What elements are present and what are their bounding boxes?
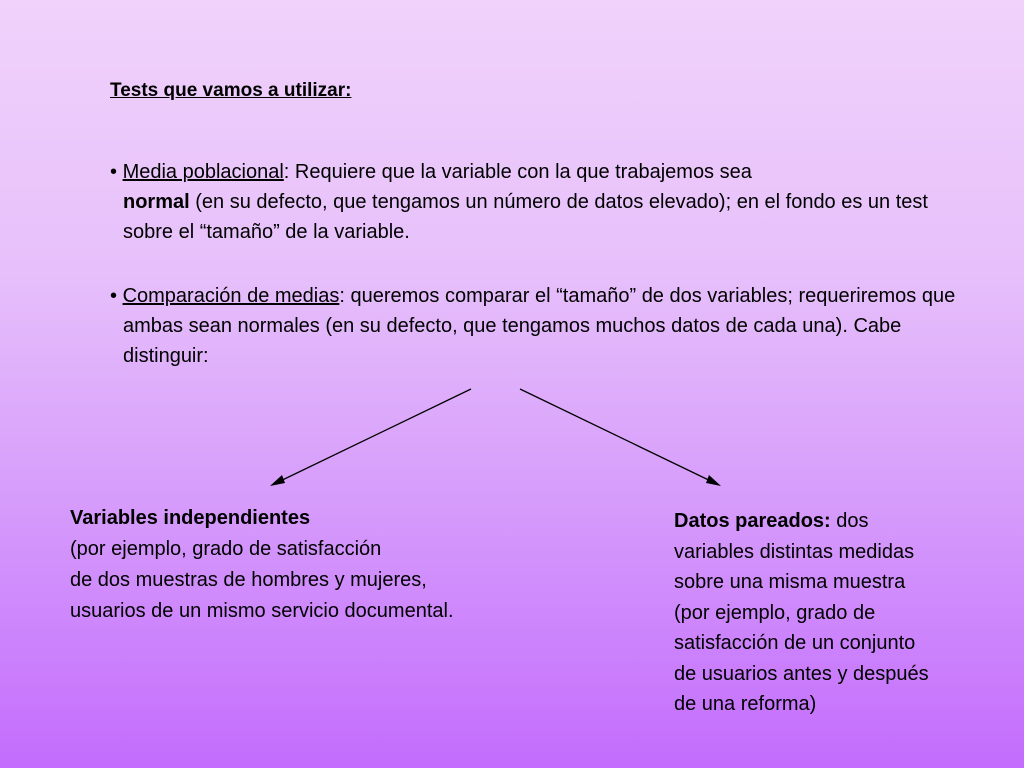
term-comparacion-medias: Comparación de medias bbox=[122, 285, 340, 307]
pareados-line-1: variables distintas medidas bbox=[674, 540, 915, 563]
slide-title: Tests que vamos a utilizar: bbox=[110, 80, 352, 101]
arrow-left bbox=[272, 389, 471, 485]
independientes-line-1: (por ejemplo, grado de satisfacción bbox=[70, 538, 382, 560]
pareados-line-4: satisfacción de un conjunto bbox=[674, 632, 916, 654]
pareados-line-5: de usuarios antes y después bbox=[674, 662, 929, 685]
datos-pareados-block bbox=[674, 506, 1014, 720]
arrow-right bbox=[520, 389, 719, 485]
bullet-1-bold-word: normal bbox=[123, 191, 190, 213]
arrow-right-head bbox=[706, 475, 721, 486]
term-media-poblacional: Media poblacional bbox=[122, 161, 284, 183]
independientes-heading: Variables independientes bbox=[70, 507, 311, 529]
pareados-line-3: (por ejemplo, grado de bbox=[674, 601, 876, 624]
bullet-1-text-b: (en su defecto, que tengamos un número de datos elevado); en el fondo es un test sobre el “tamaño” de la variable. bbox=[123, 191, 928, 243]
bullet-2-text: : queremos comparar el “tamaño” de dos variables; requeriremos que ambas sean normales (en su defecto, que tengamos muchos datos de cada una). Cabe distinguir: bbox=[123, 285, 956, 367]
bullet-1-text-a: : Requiere que la variable con la que trabajemos sea bbox=[283, 161, 752, 183]
variables-independientes-block bbox=[70, 503, 590, 627]
arrow-left-head bbox=[270, 475, 285, 486]
pareados-line-0: dos bbox=[830, 510, 869, 532]
bullet-media-poblacional: • Media poblacional: Requiere que la variable con la que trabajemos sea normal (en su defecto, que tengamos un número de datos elevado); en el fondo es un test sobre el “tamaño” de la variable. bbox=[110, 161, 928, 243]
independientes-line-3: usuarios de un mismo servicio documental. bbox=[70, 600, 454, 622]
independientes-line-2: de dos muestras de hombres y mujeres, bbox=[70, 569, 427, 591]
pareados-line-6: de una reforma) bbox=[674, 693, 817, 715]
pareados-heading: Datos pareados: bbox=[674, 510, 831, 532]
pareados-line-2: sobre una misma muestra bbox=[674, 571, 906, 593]
bullet-comparacion-medias: • Comparación de medias: queremos comparar el “tamaño” de dos variables; requeriremos que ambas sean normales (en su defecto, que tengamos muchos datos de cada una). Cabe distinguir: bbox=[110, 285, 956, 367]
